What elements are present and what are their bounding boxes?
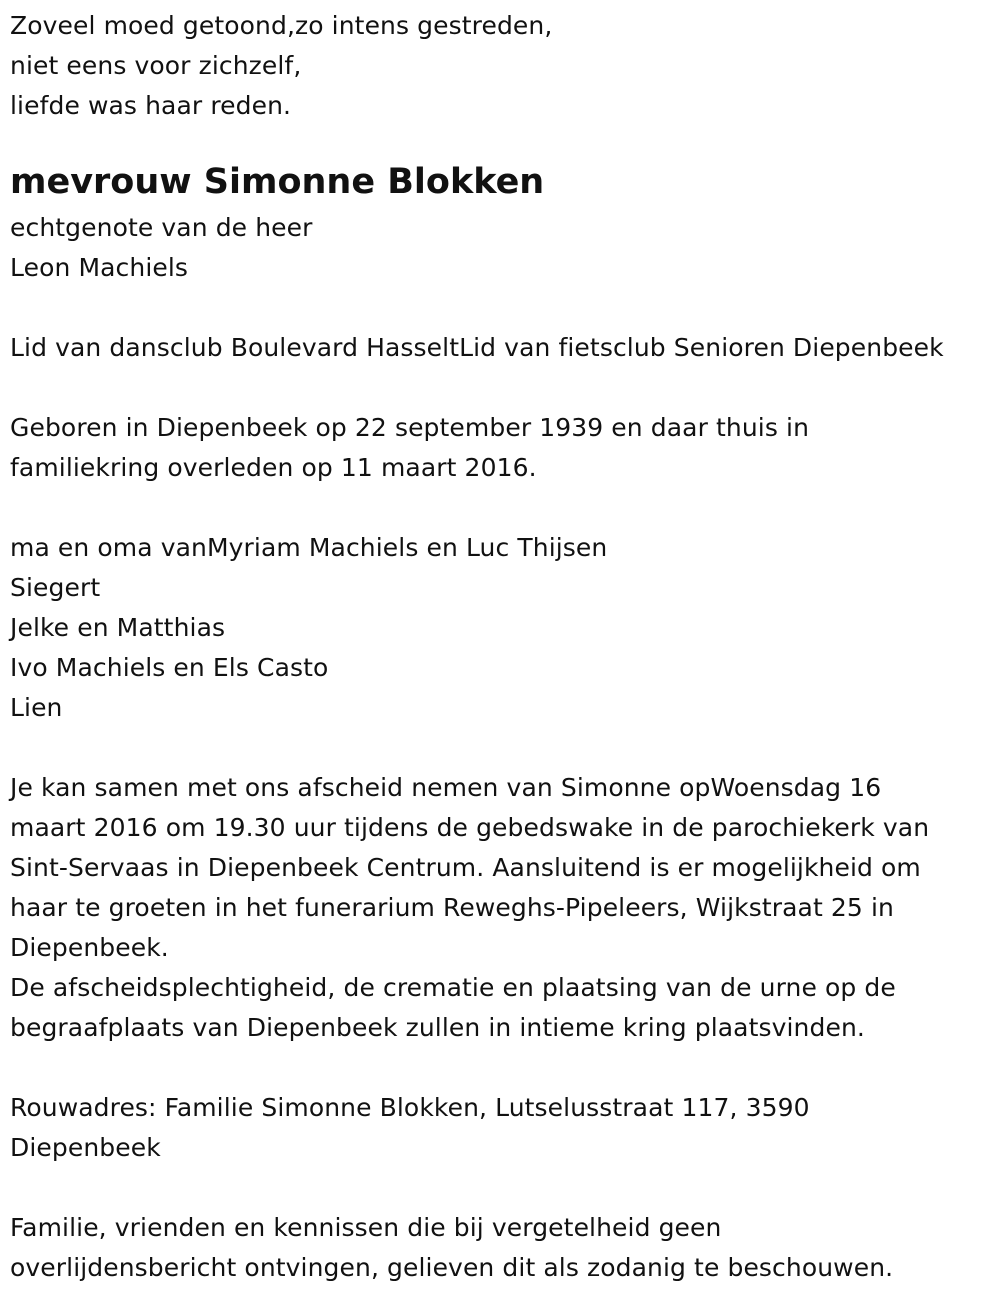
farewell-line: haar te groeten in het funerarium Reweghs-Pipeleers, Wijkstraat 25 in bbox=[10, 893, 894, 922]
birth-death-line: familiekring overleden op 11 maart 2016. bbox=[10, 453, 537, 482]
family-line: Lien bbox=[10, 693, 63, 722]
birth-death-line: Geboren in Diepenbeek op 22 september 1939 en daar thuis in bbox=[10, 413, 810, 442]
poem-line: liefde was haar reden. bbox=[10, 91, 292, 120]
birth-death-info bbox=[10, 408, 995, 488]
spouse-line: echtgenote van de heer bbox=[10, 213, 313, 242]
farewell-line: Je kan samen met ons afscheid nemen van Simonne opWoensdag 16 bbox=[10, 773, 882, 802]
deceased-name: mevrouw Simonne Blokken bbox=[10, 162, 545, 202]
farewell-line: Diepenbeek. bbox=[10, 933, 169, 962]
obituary-document bbox=[10, 6, 995, 1288]
farewell-info bbox=[10, 768, 995, 1048]
farewell-line: Sint-Servaas in Diepenbeek Centrum. Aansluitend is er mogelijkheid om bbox=[10, 853, 921, 882]
poem-line: niet eens voor zichzelf, bbox=[10, 51, 302, 80]
address-line: Diepenbeek bbox=[10, 1133, 161, 1162]
family-line: Ivo Machiels en Els Casto bbox=[10, 653, 329, 682]
closing-note bbox=[10, 1208, 995, 1288]
spouse-line: Leon Machiels bbox=[10, 253, 189, 282]
mourning-address bbox=[10, 1088, 995, 1168]
address-line: Rouwadres: Familie Simonne Blokken, Lutselusstraat 117, 3590 bbox=[10, 1093, 810, 1122]
closing-line: overlijdensbericht ontvingen, gelieven dit als zodanig te beschouwen. bbox=[10, 1253, 894, 1282]
family-line: ma en oma vanMyriam Machiels en Luc Thijsen bbox=[10, 533, 608, 562]
poem bbox=[10, 6, 995, 126]
farewell-line: maart 2016 om 19.30 uur tijdens de gebedswake in de parochiekerk van bbox=[10, 813, 930, 842]
spouse-info bbox=[10, 208, 995, 288]
poem-line: Zoveel moed getoond,zo intens gestreden, bbox=[10, 11, 553, 40]
family-line: Jelke en Matthias bbox=[10, 613, 226, 642]
family-line: Siegert bbox=[10, 573, 101, 602]
memberships: Lid van dansclub Boulevard HasseltLid van fietsclub Senioren Diepenbeek bbox=[10, 333, 944, 362]
family-list bbox=[10, 528, 995, 728]
closing-line: Familie, vrienden en kennissen die bij vergetelheid geen bbox=[10, 1213, 722, 1242]
farewell-line: begraafplaats van Diepenbeek zullen in intieme kring plaatsvinden. bbox=[10, 1013, 865, 1042]
farewell-line: De afscheidsplechtigheid, de crematie en plaatsing van de urne op de bbox=[10, 973, 896, 1002]
